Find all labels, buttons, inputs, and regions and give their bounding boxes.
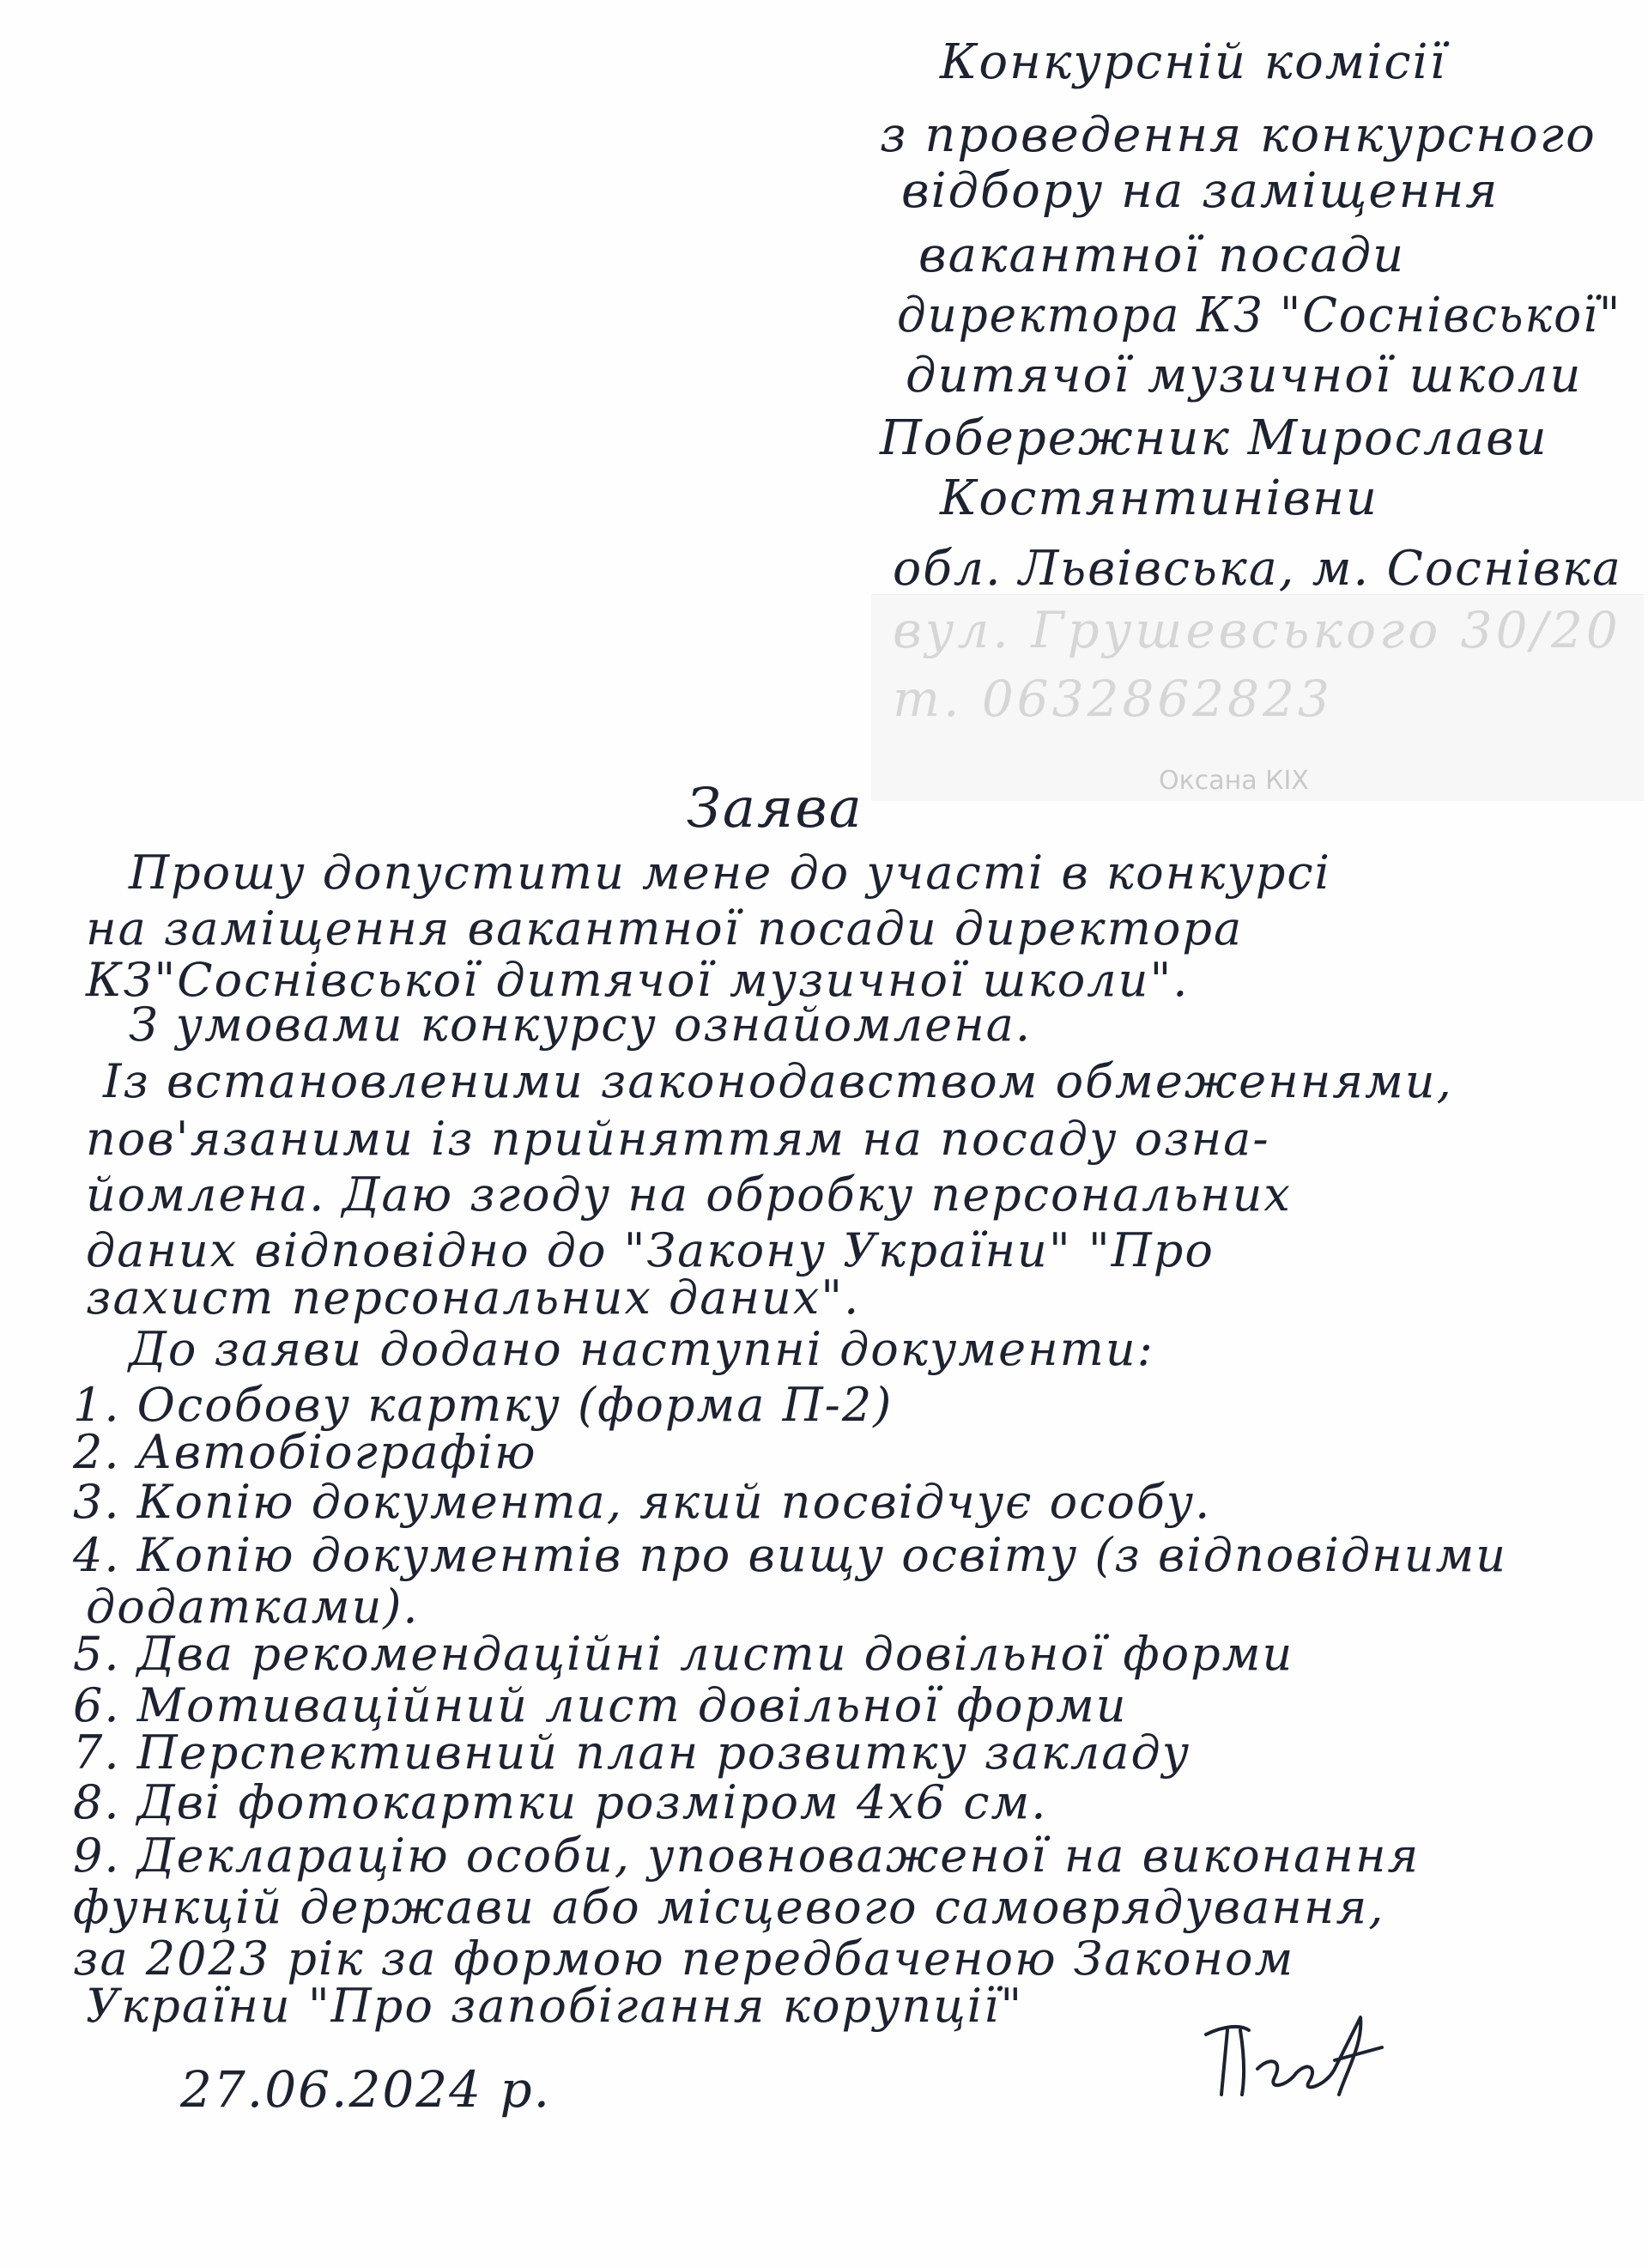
body-line: на заміщення вакантної посади директора xyxy=(86,901,1244,955)
addressee-line: обл. Львівська, м. Соснівка xyxy=(893,541,1622,597)
addressee-line: з проведення конкурсного xyxy=(880,107,1596,163)
addressee-line: Костянтинівни xyxy=(940,470,1378,526)
addressee-line: Конкурсній комісії xyxy=(940,34,1447,90)
document-list-item: 9. Декларацію особи, уповноваженої на виконання xyxy=(73,1828,1421,1883)
addressee-line: відбору на заміщення xyxy=(901,163,1500,219)
document-title: Заява xyxy=(687,777,863,840)
document-list-item: додатками). xyxy=(86,1580,420,1634)
body-line: Прошу допустити мене до участі в конкурсі xyxy=(129,846,1331,900)
document-list-item: 1. Особову картку (форма П-2) xyxy=(73,1378,894,1432)
body-line: КЗ"Соснівської дитячої музичної школи". xyxy=(86,953,1190,1007)
body-line: Із встановленими законодавством обмеженнями, xyxy=(103,1054,1453,1108)
document-list-item: 4. Копію документів про вищу освіту (з відповідними xyxy=(73,1528,1508,1582)
addressee-line: директора КЗ "Соснівської" xyxy=(897,288,1622,343)
document-list-item: 2. Автобіографію xyxy=(73,1425,537,1479)
signature-mark xyxy=(1189,2000,1395,2112)
faded-address: вул. Грушевського 30/20 xyxy=(893,601,1621,659)
document-list-item: за 2023 рік за формою передбаченою Законом xyxy=(73,1931,1295,1986)
body-line: даних відповідно до "Закону України" "Про xyxy=(86,1223,1215,1277)
addressee-line: вакантної посади xyxy=(918,227,1406,283)
body-line: йомлена. Даю згоду на обробку персональних xyxy=(86,1167,1292,1222)
document-list-item: 7. Перспективний план розвитку закладу xyxy=(73,1725,1191,1780)
faded-phone: т. 0632862823 xyxy=(893,670,1333,728)
document-list-item: України "Про запобігання корупції" xyxy=(86,1979,1024,2033)
body-line: З умовами конкурсу ознайомлена. xyxy=(129,998,1033,1052)
document-list-item: 8. Дві фотокартки розміром 4х6 см. xyxy=(73,1775,1048,1829)
addressee-line: Побережник Мирослави xyxy=(880,410,1548,466)
document-list-item: функцій держави або місцевого самоврядування, xyxy=(73,1880,1385,1934)
document-list-item: 6. Мотиваційний лист довільної форми xyxy=(73,1678,1128,1732)
document-list-item: 5. Два рекомендаційні листи довільної форми xyxy=(73,1627,1294,1681)
addressee-line: дитячої музичної школи xyxy=(906,348,1583,403)
body-line: пов'язаними із прийняттям на посаду озна- xyxy=(86,1112,1270,1166)
body-line: захист персональних даних". xyxy=(86,1270,861,1325)
faded-name: Оксана КІХ xyxy=(1159,766,1309,796)
document-list-item: 3. Копію документа, який посвідчує особу. xyxy=(73,1475,1212,1529)
body-line: До заяви додано наступні документи: xyxy=(129,1322,1154,1376)
document-date: 27.06.2024 р. xyxy=(180,2060,552,2119)
